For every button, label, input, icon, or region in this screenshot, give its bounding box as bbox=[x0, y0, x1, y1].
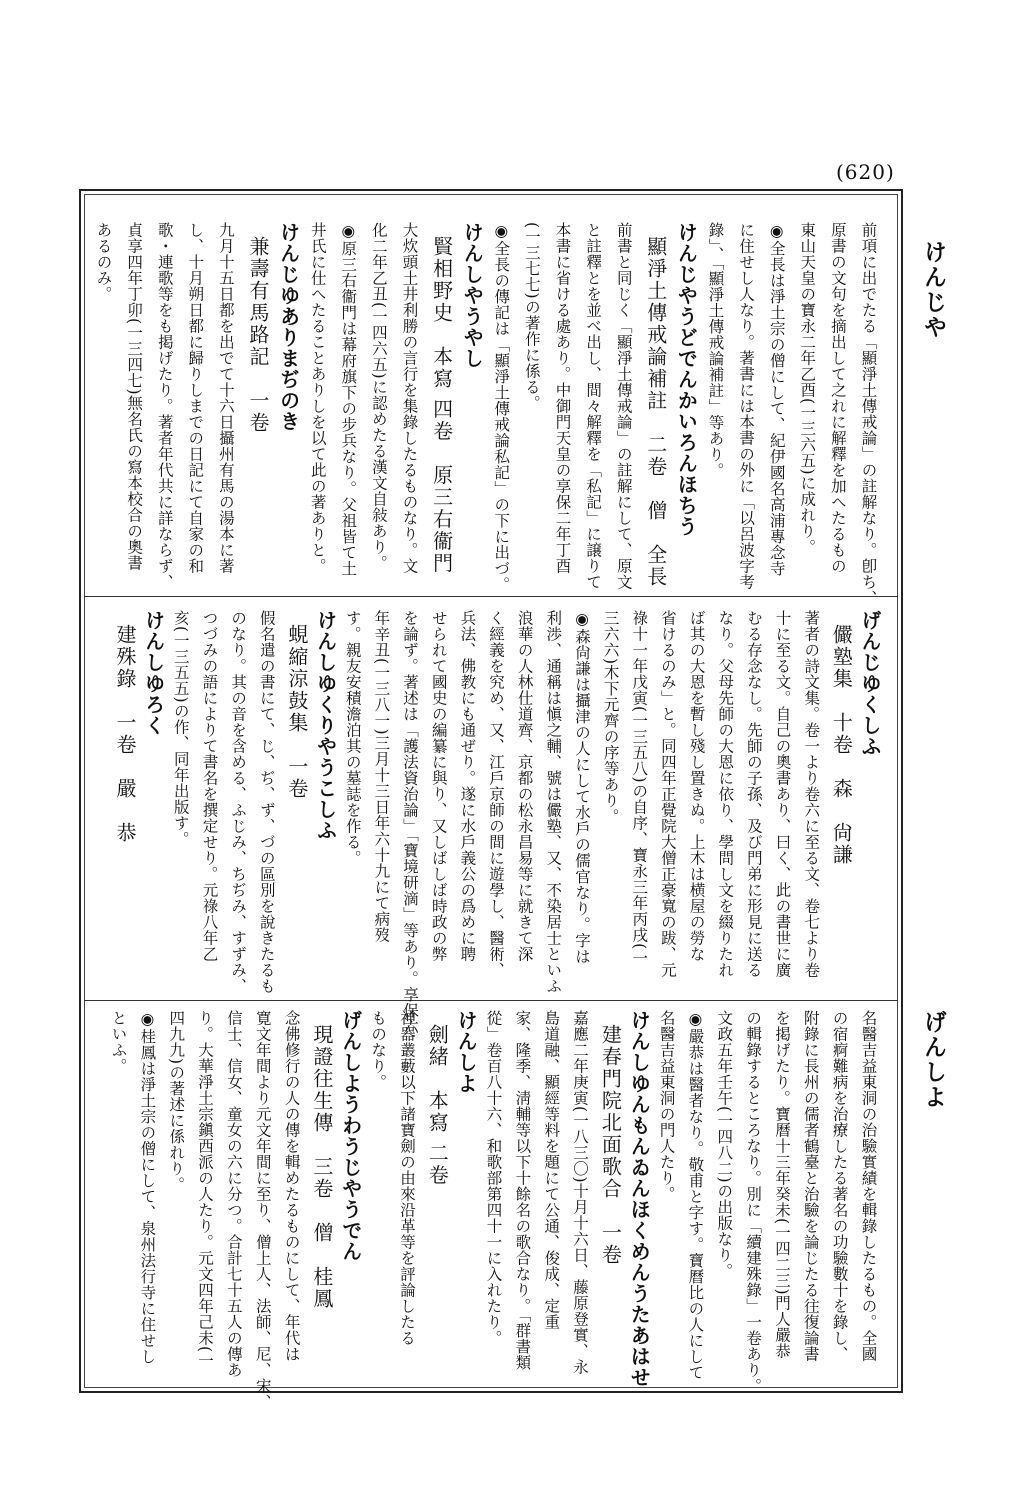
entry-title: 蜆縮涼鼓集 一卷 bbox=[284, 624, 309, 800]
text-line: つづみの語によりて書名を撰定せり。元祿八年乙 bbox=[200, 610, 219, 962]
text-line: 兵法、佛教にも通ぜり。遂に水戶義公の爲めに聘 bbox=[458, 610, 477, 962]
section-divider-2 bbox=[84, 1000, 898, 1001]
text-line: ば其の大恩を暫し殘し置きぬ。上木は横屋の勞な bbox=[687, 610, 706, 962]
entry-heading: げんじゆくしふ bbox=[858, 610, 882, 757]
text-line: と註釋とを並べ出し、間々解釋を「私記」に譲りて bbox=[584, 222, 603, 590]
text-line: 名醫吉益東洞の治驗實績を輯錄したるもの。全國 bbox=[859, 1010, 878, 1362]
text-line: 前書と同じく「顯淨土傳戒論」の註解にして、原文 bbox=[614, 222, 633, 590]
entry-title: 現證往生傳 三卷 僧 桂鳳 bbox=[309, 1024, 334, 1310]
text-line: 四九九)の著述に係れり。 bbox=[167, 1010, 186, 1193]
text-line: 假名遣の書にて、じ、ぢ、ず、づの區別を說きたるも bbox=[257, 610, 276, 994]
text-line: 嘉應二年庚寅(一八三〇)十月十六日、藤原登實、永 bbox=[571, 1010, 590, 1376]
text-line: 年辛丑(一三八一)三月十三日年六十九にて病歿 bbox=[372, 610, 391, 944]
text-line: を掲げたり。寶曆十三年癸未(一四二三)門人嚴恭 bbox=[772, 1010, 791, 1360]
text-line: 十に至る文。自己の奧書あり、曰く、此の書世に廣 bbox=[773, 610, 792, 978]
text-line: 井氏に仕へたることありしを以て此の著ありと。 bbox=[308, 222, 327, 574]
text-line: り。大華淨土宗鎭西派の人たり。元文四年己未(一 bbox=[196, 1010, 215, 1369]
text-line: す。親友安積澹泊其の墓誌を作る。 bbox=[343, 610, 362, 866]
entry-heading: けんじゆありまぢのき bbox=[276, 222, 301, 432]
text-line: に住せし人なり。著書には本書の外に「以呂波字考 bbox=[737, 222, 756, 590]
text-line: 省けるのみ」と。同四年正覺院大僧正豪寬の跋、元 bbox=[658, 610, 677, 978]
text-line: 寛文年間より元文年間に至り、僧上人、法師、尼、宋、 bbox=[253, 1010, 272, 1410]
entry-heading: けんしゆくりやうこしふ bbox=[313, 610, 338, 841]
text-line: の宿痾難病を治療したる著名の功驗數十を錄し、 bbox=[830, 1010, 849, 1362]
running-head-top: けんじや bbox=[920, 240, 947, 340]
entry-heading: けんしゆろく bbox=[141, 610, 166, 736]
entry-title: 劍緒 本寫 二卷 bbox=[425, 1024, 450, 1187]
text-line: を論ず。著述は「護法資治論」「寶境研滴」等あり。享保六 bbox=[401, 610, 420, 1035]
entry-heading: げんしようわうじやうでん bbox=[338, 1010, 363, 1262]
text-line: ◉桂鳳は淨土宗の僧にして、泉州法行寺に住せし bbox=[138, 1010, 157, 1365]
entry-heading: けんしやうやし bbox=[460, 222, 485, 369]
text-line: 附錄に長州の儒者鶴臺と治驗を論じたる往復論書 bbox=[801, 1010, 820, 1362]
entry-title: 建春門院北面歌合 一卷 bbox=[598, 1024, 623, 1266]
text-line: ◉全長は淨土宗の僧にして、紀伊國名高浦專念寺 bbox=[767, 222, 786, 577]
text-line: 貞享四年丁卯(一三四七)無名氏の寫本校合の奧書 bbox=[125, 222, 144, 572]
entry-title: 賢相野史 本寫 四卷 原三右衞門 bbox=[429, 236, 454, 575]
text-line: ◉嚴恭は醫者なり。敬甫と字す。寶曆比の人にして bbox=[686, 1010, 705, 1381]
text-line: むる存念なし。先師の子孫、及び門弟に形見に送る bbox=[744, 610, 763, 978]
text-line: 島道融、顯經等料を題にて公通、俊成、定重 bbox=[542, 1010, 561, 1330]
entry-title: 兼壽有馬路記 一卷 bbox=[246, 236, 270, 434]
text-line: なり。父母先師の大恩に依り、學問し文を綴りたれ bbox=[716, 610, 735, 978]
text-line: あるのみ。 bbox=[94, 222, 113, 302]
text-line: ◉森尙謙は攝津の人にして水戶の儒官なり。字は bbox=[572, 610, 591, 965]
page-number: (620) bbox=[836, 160, 895, 184]
entry-heading: けんじやうどでんかいろんほちう bbox=[674, 222, 699, 537]
text-line: 東山天皇の寶永二年乙酉(一三六五)に成れり。 bbox=[798, 222, 817, 556]
text-line: ものなり。 bbox=[369, 1010, 388, 1090]
text-line: 祿十一年戊寅(一三五八)の自序、寶永三年丙戌(一 bbox=[630, 610, 649, 966]
text-line: 原書の文句を摘出して之れに解釋を加へたるもの bbox=[828, 222, 847, 574]
text-line: 本書に省ける處あり。中御門天皇の享保二年丁酉 bbox=[553, 222, 572, 574]
text-line: 九月十五日都を出でて十六日攝州有馬の湯本に著 bbox=[216, 222, 235, 574]
text-line: といふ。 bbox=[109, 1010, 128, 1074]
section-divider-1 bbox=[84, 596, 898, 597]
entry-title: 顯淨土傳戒論補註 二卷 僧 全長 bbox=[643, 236, 668, 588]
text-line: 家、隆季、淸輔等以下十餘名の歌合なり。「群書類 bbox=[513, 1010, 532, 1371]
text-line: せられて國史の編纂に與り、又しばしば時政の弊 bbox=[429, 610, 448, 962]
text-line: し、十月朔日都に歸りしまでの日記にて自家の和 bbox=[186, 222, 205, 574]
running-head-bottom: げんしよ bbox=[920, 1010, 947, 1110]
text-line: 前項に出でたる「顯淨土傳戒論」の註解なり。卽ち、 bbox=[859, 222, 878, 606]
text-line: 名醫吉益東洞の門人たり。 bbox=[657, 1010, 676, 1202]
text-line: 文政五年壬午(一四八二)の出版なり。 bbox=[715, 1010, 734, 1280]
text-line: ◉原三右衞門は幕府旗下の步兵なり。父祖皆て土 bbox=[339, 222, 358, 577]
text-line: ◉全長の傳記は「顯淨土傳戒論私記」の下に出づ。 bbox=[492, 222, 511, 593]
text-line: の輯錄するところなり。別に「續建殊錄」一卷あり。 bbox=[744, 1010, 763, 1394]
text-line: 歌・連歌等をも掲げたり。著者年代共に詳ならず、 bbox=[155, 222, 174, 590]
text-line: 三六六)木下元齊の序等あり。 bbox=[601, 610, 620, 825]
text-line: く經義を究め、又、江戶京師の間に遊學し、醫術、 bbox=[487, 610, 505, 978]
text-line: (一三七七)の著作に係る。 bbox=[522, 222, 541, 412]
text-line: のなり。其の音を含める、ふじみ、ちぢみ、すずみ、 bbox=[229, 610, 248, 994]
entry-title: 建殊錄 一卷 嚴 恭 bbox=[113, 624, 137, 844]
text-line: 亥(一三五五)の作、同年出版す。 bbox=[171, 610, 190, 848]
text-line: 利渉、通稱は愼之輔、號は儼塾、又、不染居士といふ bbox=[544, 610, 563, 994]
text-line: 著者の詩文集。卷一より卷六に至る文、卷七より卷 bbox=[802, 610, 821, 978]
text-line: 從」卷百八十六、和歌部第四十一に入れたり。 bbox=[484, 1010, 503, 1346]
text-line: 念佛修行の人の傳を輯めたるものにして、年代は bbox=[282, 1010, 301, 1362]
text-line: 浪華の人林仕道齊、京都の松永昌易等に就きて深 bbox=[515, 610, 534, 962]
text-line: 化二年乙丑(一四六五)に認めたる漢文自敍あり。 bbox=[369, 222, 388, 572]
text-line: 錄」、「顯淨土傳戒論補註」等あり。 bbox=[706, 222, 725, 479]
text-line: 大炊頭土井利勝の言行を集錄したるものなり。文 bbox=[400, 222, 419, 574]
entry-heading: けんしよ bbox=[454, 1010, 479, 1094]
text-line: 信士、信女、童女の六に分つ。合計七十五人の傳あ bbox=[224, 1010, 243, 1378]
text-line: 神器叢藪以下諸寶劍の由來沿革等を評論したる bbox=[397, 1010, 416, 1346]
entry-title: 儼塾集 十卷 森 尙謙 bbox=[829, 624, 854, 866]
entry-heading: けんしゆんもんゐんほくめんうたあはせ bbox=[627, 1010, 652, 1388]
